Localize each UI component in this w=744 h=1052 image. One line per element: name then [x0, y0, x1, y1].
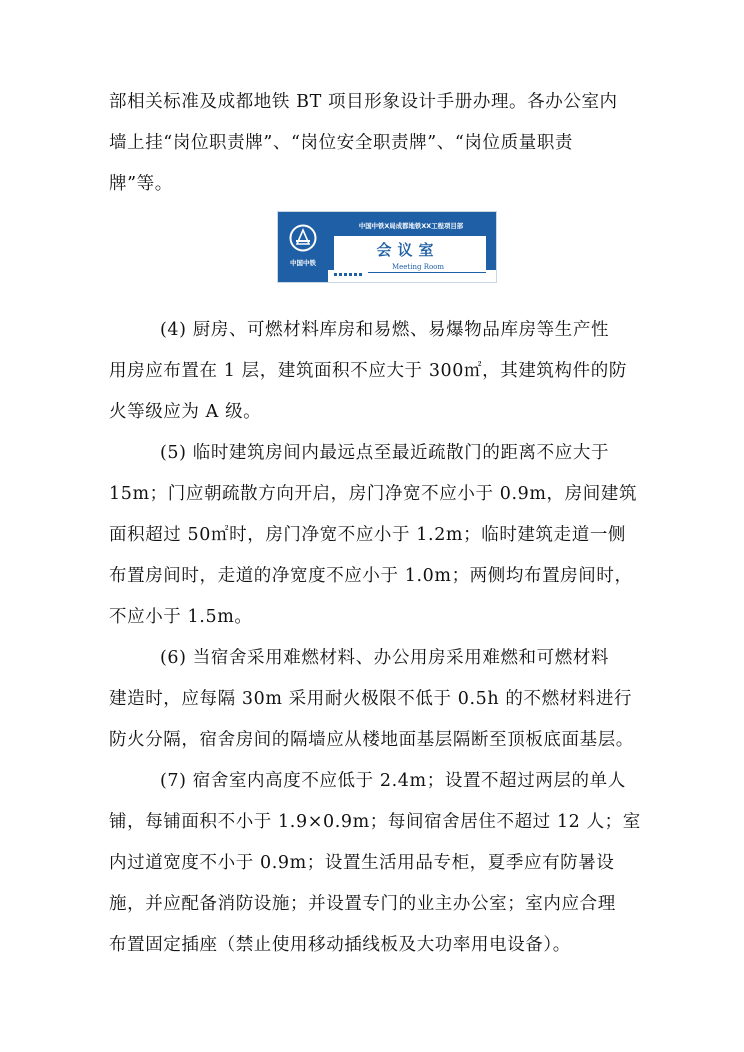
- p6-line-1: (6) 当宿舍采用难燃材料、办公用房采用难燃和可燃材料: [160, 648, 610, 668]
- p4-line-2: 用房应布置在 1 层，建筑面积不应大于 300㎡，其建筑构件的防: [109, 361, 627, 381]
- sign-subtitle: Meeting Room: [391, 263, 445, 271]
- intro-line-2: 墙上挂“岗位职责牌”、“岗位安全职责牌”、“岗位质量职责: [109, 133, 574, 153]
- p5-line-2: 15m；门应朝疏散方向开启，房门净宽不应小于 0.9m，房间建筑: [109, 484, 638, 504]
- sign-logo-text: 中国中铁: [290, 259, 316, 267]
- p5-line-3: 面积超过 50㎡时，房门净宽不应小于 1.2m；临时建筑走道一侧: [109, 525, 627, 545]
- p6-line-3: 防火分隔，宿舍房间的隔墙应从楼地面基层隔断至顶板底面基层。: [109, 730, 634, 750]
- sign-underline: [368, 272, 486, 273]
- meeting-room-sign: [277, 211, 497, 283]
- p5-line-5: 不应小于 1.5m。: [109, 607, 253, 627]
- p4-line-3: 火等级应为 A 级。: [109, 402, 262, 422]
- p6-line-2: 建造时，应每隔 30m 采用耐火极限不低于 0.5h 的不燃材料进行: [109, 689, 633, 709]
- p4-line-1: (4) 厨房、可燃材料库房和易燃、易爆物品库房等生产性: [160, 320, 610, 340]
- intro-line-1: 部相关标准及成都地铁 BT 项目形象设计手册办理。各办公室内: [109, 92, 618, 112]
- p5-line-4: 布置房间时，走道的净宽度不应小于 1.0m；两侧均布置房间时，: [109, 566, 633, 586]
- p7-line-2: 铺，每铺面积不小于 1.9×0.9m；每间宿舍居住不超过 12 人；室: [109, 812, 641, 832]
- sign-title: 会议室: [376, 241, 440, 259]
- p7-line-5: 布置固定插座（禁止使用移动插线板及大功率用电设备）。: [109, 935, 571, 955]
- p7-line-3: 内过道宽度不小于 0.9m；设置生活用品专柜，夏季应有防暑设: [109, 853, 615, 873]
- crec-logo-icon: [289, 224, 317, 252]
- intro-line-3: 牌”等。: [109, 174, 173, 194]
- sign-dots-decoration: [334, 271, 364, 279]
- p7-line-1: (7) 宿舍室内高度不应低于 2.4m；设置不超过两层的单人: [160, 771, 626, 791]
- p7-line-4: 施，并应配备消防设施；并设置专门的业主办公室；室内应合理: [109, 894, 616, 914]
- sign-header-text: 中国中铁X局成都地铁XX工程项目部: [358, 222, 464, 230]
- p5-line-1: (5) 临时建筑房间内最远点至最近疏散门的距离不应大于: [160, 443, 610, 463]
